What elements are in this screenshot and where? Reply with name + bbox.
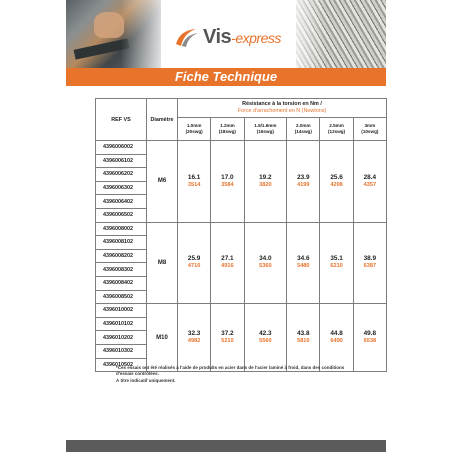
torsion-value: 37.2 <box>221 330 234 338</box>
ref-cell: 4396006002 <box>96 141 147 155</box>
value-cell <box>353 304 386 372</box>
force-value: 4199 <box>297 181 310 188</box>
torsion-value: 44.8 <box>330 330 343 338</box>
table-row <box>96 222 387 236</box>
ref-cell: 4396010002 <box>96 304 147 318</box>
force-value: 5810 <box>297 338 310 345</box>
force-value: 6387 <box>363 263 377 270</box>
gauge-header: 2.5mm (12swg) <box>320 118 353 141</box>
ref-cell: 4396008102 <box>96 236 147 250</box>
gauge-header: 1.0mm (20swg) <box>178 118 211 141</box>
torsion-value: 25.6 <box>330 173 343 181</box>
value-cell <box>287 304 320 372</box>
gauge-header: 1.2mm (18swg) <box>211 118 244 141</box>
ref-cell: 4396010502 <box>96 358 147 372</box>
diameter-cell: M10 <box>147 304 178 372</box>
title-bar <box>66 68 386 86</box>
torsion-value: 28.4 <box>363 173 377 181</box>
force-value: 3514 <box>187 181 201 188</box>
torsion-value: 35.1 <box>330 255 343 263</box>
force-value: 6490 <box>330 338 343 345</box>
value-cell <box>211 304 244 372</box>
force-value: 4982 <box>187 338 201 345</box>
force-value: 4208 <box>330 181 343 188</box>
torsion-value: 32.3 <box>187 330 201 338</box>
force-value: 6210 <box>330 263 343 270</box>
diameter-cell: M8 <box>147 222 178 304</box>
ref-cell: 4396008202 <box>96 249 147 263</box>
ref-cell: 4396010102 <box>96 317 147 331</box>
footnote-line: À titre indicatif uniquement. <box>116 377 176 383</box>
footnotes <box>116 365 386 384</box>
ref-cell: 4396006202 <box>96 168 147 182</box>
torsion-value: 27.1 <box>221 255 234 263</box>
torsion-value: 38.9 <box>363 255 377 263</box>
value-cell <box>244 141 287 223</box>
value-cell <box>244 304 287 372</box>
torsion-value: 25.9 <box>187 255 201 263</box>
brand-name: Vis-express <box>203 25 281 48</box>
value-cell <box>211 222 244 304</box>
ref-cell: 4396008302 <box>96 263 147 277</box>
torsion-value: 43.8 <box>297 330 310 338</box>
torsion-value: 34.0 <box>259 255 272 263</box>
force-value: 4357 <box>363 181 377 188</box>
torsion-value: 16.1 <box>187 173 201 181</box>
torsion-value: 34.6 <box>297 255 310 263</box>
footnote-line: *Ces essais ont été réalisés à l'aide de produits en acier dans de l'acier laminé à froid, dans des conditions <box>116 365 345 370</box>
ref-cell: 4396006402 <box>96 195 147 209</box>
ref-cell: 4396008502 <box>96 290 147 304</box>
value-cell <box>287 141 320 223</box>
force-value: 3820 <box>259 181 272 188</box>
table-row <box>96 141 387 155</box>
header-banner <box>66 0 386 68</box>
datasheet-page <box>66 0 386 452</box>
ref-cell: 4396008002 <box>96 222 147 236</box>
torsion-value: 23.9 <box>297 173 310 181</box>
footer-bar <box>66 440 386 452</box>
torsion-value: 42.3 <box>259 330 272 338</box>
value-cell <box>178 222 211 304</box>
value-cell <box>244 222 287 304</box>
diameter-cell: M6 <box>147 141 178 223</box>
force-value: 5560 <box>259 338 272 345</box>
torsion-value: 17.0 <box>221 173 234 181</box>
value-cell <box>320 141 353 223</box>
gauge-header: 1.5/1.6mm (16swg) <box>244 118 287 141</box>
value-cell <box>353 222 386 304</box>
ref-header: REF VS <box>96 99 147 141</box>
footnote-line: d'essais contrôlées. <box>116 371 159 377</box>
value-cell <box>211 141 244 223</box>
value-cell <box>320 222 353 304</box>
ref-cell: 4396008402 <box>96 276 147 290</box>
resistance-header: Résistance à la torsion en Nm / Force d'arrachement en N (Newtons) <box>178 99 387 118</box>
force-value: 5360 <box>259 263 272 270</box>
torsion-value: 19.2 <box>259 173 272 181</box>
force-value: 6538 <box>363 338 377 345</box>
force-value: 4916 <box>221 263 234 270</box>
table-row <box>96 304 387 318</box>
ref-cell: 4396006302 <box>96 181 147 195</box>
page-title: Fiche Technique <box>174 69 278 84</box>
spec-table <box>95 98 387 372</box>
ref-cell: 4396006102 <box>96 154 147 168</box>
force-value: 5210 <box>221 338 234 345</box>
torsion-value: 49.8 <box>363 330 377 338</box>
gauge-header: 3mm (10swg) <box>353 118 386 141</box>
value-cell <box>287 222 320 304</box>
force-value: 5480 <box>297 263 310 270</box>
value-cell <box>320 304 353 372</box>
force-value: 3584 <box>221 181 234 188</box>
value-cell <box>353 141 386 223</box>
value-cell <box>178 304 211 372</box>
ref-cell: 4396010302 <box>96 344 147 358</box>
force-value: 4710 <box>187 263 201 270</box>
ref-cell: 4396006502 <box>96 208 147 222</box>
value-cell <box>178 141 211 223</box>
brand-logo <box>174 22 281 52</box>
ref-cell: 4396010202 <box>96 331 147 345</box>
gauge-header: 2.0mm (14swg) <box>287 118 320 141</box>
vis-express-swoosh-icon <box>174 24 200 50</box>
diameter-header: Diamètre <box>147 99 178 141</box>
